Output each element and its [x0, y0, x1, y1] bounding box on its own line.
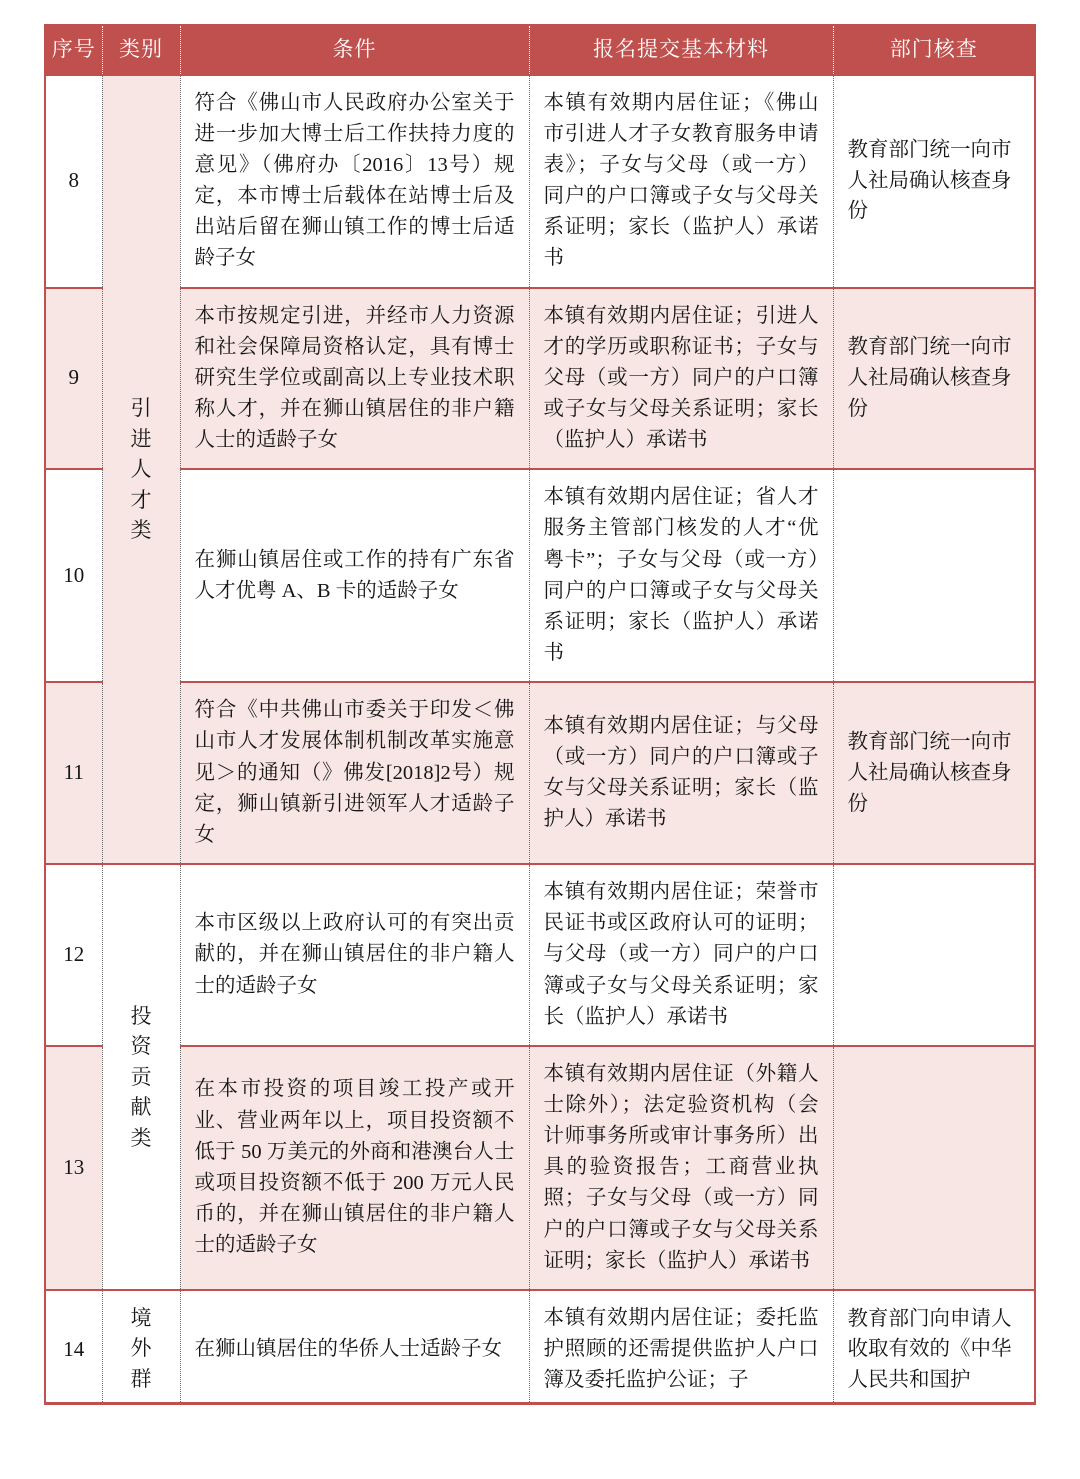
table-row — [46, 682, 1034, 864]
row-condition: 在狮山镇居住或工作的持有广东省人才优粤 A、B 卡的适龄子女 — [180, 469, 529, 682]
eligibility-table — [46, 26, 1034, 1402]
row-condition: 本市按规定引进，并经市人力资源和社会保障局资格认定，具有博士研究生学位或副高以上专业技术职称人才，并在狮山镇居住的非户籍人士的适龄子女 — [180, 288, 529, 470]
table-header — [46, 26, 1034, 75]
row-sequence-number: 12 — [46, 864, 102, 1046]
row-materials: 本镇有效期内居住证；委托监护照顾的还需提供监护人户口簿及委托监护公证；子 — [529, 1290, 833, 1402]
row-department-check: 教育部门统一向市人社局确认核查身份 — [833, 288, 1034, 470]
row-materials: 本镇有效期内居住证；与父母（或一方）同户的户口簿或子女与父母关系证明；家长（监护人）承诺书 — [529, 682, 833, 864]
table-body — [46, 75, 1034, 1403]
table-row — [46, 288, 1034, 470]
row-sequence-number: 13 — [46, 1046, 102, 1290]
category-cell-investment — [102, 864, 180, 1290]
row-department-check — [833, 864, 1034, 1046]
column-header-sequence: 序号 — [46, 26, 102, 75]
category-label: 境外群 — [130, 1306, 152, 1391]
row-condition: 在狮山镇居住的华侨人士适龄子女 — [180, 1290, 529, 1402]
row-condition: 在本市投资的项目竣工投产或开业、营业两年以上，项目投资额不低于 50 万美元的外商和港澳台人士或项目投资额不低于 200 万元人民币的，并在狮山镇居住的非户籍人士的适龄子女 — [180, 1046, 529, 1290]
category-cell-overseas — [102, 1290, 180, 1402]
column-header-materials: 报名提交基本材料 — [529, 26, 833, 75]
row-materials: 本镇有效期内居住证；《佛山市引进人才子女教育服务申请表》；子女与父母（或一方）同户的户口簿或子女与父母关系证明；家长（监护人）承诺书 — [529, 75, 833, 288]
table-row — [46, 1290, 1034, 1402]
table-header-row — [46, 26, 1034, 75]
row-department-check: 教育部门向申请人收取有效的《中华人民共和国护 — [833, 1290, 1034, 1402]
row-department-check: 教育部门统一向市人社局确认核查身份 — [833, 75, 1034, 288]
row-materials: 本镇有效期内居住证；荣誉市民证书或区政府认可的证明；与父母（或一方）同户的户口簿或子女与父母关系证明；家长（监护人）承诺书 — [529, 864, 833, 1046]
table-row — [46, 864, 1034, 1046]
row-department-check: 教育部门统一向市人社局确认核查身份 — [833, 682, 1034, 864]
row-sequence-number: 9 — [46, 288, 102, 470]
row-materials: 本镇有效期内居住证；省人才服务主管部门核发的人才“优粤卡”；子女与父母（或一方）同户的户口簿或子女与父母关系证明；家长（监护人）承诺书 — [529, 469, 833, 682]
column-header-category: 类别 — [102, 26, 180, 75]
category-cell-talent — [102, 75, 180, 864]
table-row — [46, 75, 1034, 288]
row-condition: 符合《中共佛山市委关于印发＜佛山市人才发展体制机制改革实施意见＞的通知（》佛发[2018]2号）规定，狮山镇新引进领军人才适龄子女 — [180, 682, 529, 864]
table-row — [46, 469, 1034, 682]
row-department-check — [833, 469, 1034, 682]
row-condition: 符合《佛山市人民政府办公室关于进一步加大博士后工作扶持力度的意见》（佛府办〔2016〕13号）规定，本市博士后载体在站博士后及出站后留在狮山镇工作的博士后适龄子女 — [180, 75, 529, 288]
category-label: 引进人才类 — [130, 396, 152, 542]
row-condition: 本市区级以上政府认可的有突出贡献的，并在狮山镇居住的非户籍人士的适龄子女 — [180, 864, 529, 1046]
column-header-condition: 条件 — [180, 26, 529, 75]
row-materials: 本镇有效期内居住证；引进人才的学历或职称证书；子女与父母（或一方）同户的户口簿或子女与父母关系证明；家长（监护人）承诺书 — [529, 288, 833, 470]
row-sequence-number: 8 — [46, 75, 102, 288]
row-materials: 本镇有效期内居住证（外籍人士除外）；法定验资机构（会计师事务所或审计事务所）出具的验资报告；工商营业执照；子女与父母（或一方）同户的户口簿或子女与父母关系证明；家长（监护人）承诺书 — [529, 1046, 833, 1290]
category-label: 投资贡献类 — [130, 1003, 152, 1150]
eligibility-table-container — [44, 24, 1036, 1405]
column-header-department-check: 部门核查 — [833, 26, 1034, 75]
row-sequence-number: 11 — [46, 682, 102, 864]
row-sequence-number: 10 — [46, 469, 102, 682]
row-department-check — [833, 1046, 1034, 1290]
row-sequence-number: 14 — [46, 1290, 102, 1402]
table-row — [46, 1046, 1034, 1290]
